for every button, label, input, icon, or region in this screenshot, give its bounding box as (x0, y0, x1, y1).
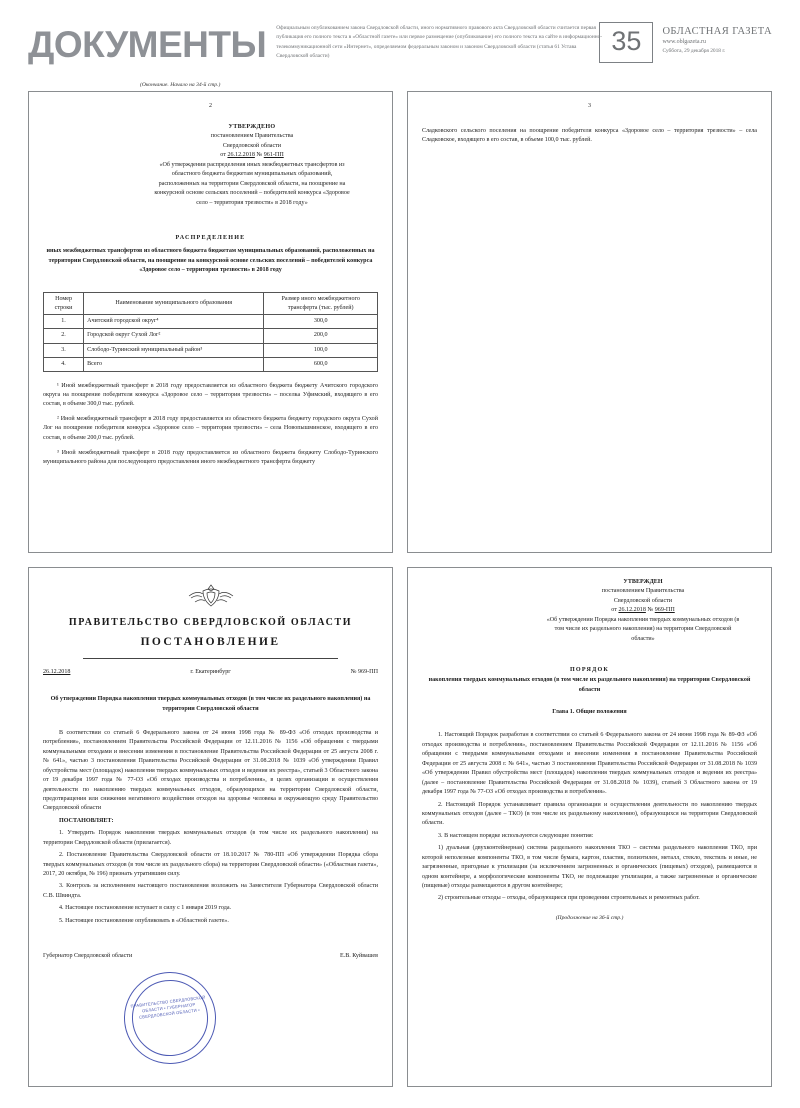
approval-num-label: № (256, 152, 263, 159)
decree-item: 3. Контроль за исполнением настоящего постановления возложить на Заместителя Губернатора Свердловской области С.В. Швиндта. (43, 883, 378, 899)
approval-num: 961-ПП (263, 152, 284, 159)
order-paragraph: 1) дуальная (двухконтейнерная) система раздельного накопления ТКО – система раздельного накопления ТКО, при которой неполезные компоненты ТКО, в том числе бумага, картон, пластик, полиэтилен, металл, стекло, текстиль и иные, не загрязненные, пригодные к утилизации (за исключением загрязненных и органических (пищевых) отходов), размещаются в одном контейнере, а морфологические компоненты ТКО, не подлежащие утилизации, а также загрязненные и органические (пищевые) отходы размещаются в другом контейнере; (422, 845, 757, 890)
gazette-name: ОБЛАСТНАЯ ГАЗЕТА (662, 26, 772, 37)
gazette-info (662, 26, 772, 54)
masthead-right (599, 22, 772, 63)
page-number-badge: 35 (599, 22, 653, 63)
decree-date: 26.12.2018 (43, 669, 71, 676)
distribution-heading-sub: иных межбюджетных трансфертов из областного бюджета бюджетам муниципальных образований, расположенных на территории Свердловской области, на поощрение на конкурсной основе сельских поселений – победителей конкурса «Здоровое село – территория трезвости» в 2018 году (46, 248, 375, 274)
order-approval-title: УТВЕРЖДЕН (623, 579, 663, 585)
signature-row (43, 952, 378, 961)
cell-municipality: Слободо-Туринский муниципальный район³ (84, 343, 264, 357)
table-header-row (44, 292, 378, 315)
signer-name: Е.В. Куйвашев (339, 953, 378, 960)
decree-preamble: В соответствии со статьей 6 Федерального закона от 24 июня 1998 года № 89-ФЗ «Об отходах производства и потребления», постановлением Правительства Российской Федерации от 12.11.2016 № 1156 «Об обращении с твердыми коммунальными отходами и внесении изменения в постановление Правительства Российской Федерации от 25 августа 2008 г. № 641», частью 3 постановления Правительства Российской Федерации от 31.08.2018 № 1039 «Об утверждении Правил обустройства мест (площадок) накопления твердых коммунальных отходов и ведения их реестра», статьей 3 Областного закона от 19 декабря 1997 года № 77-ОЗ «Об отходах производства и потребления», в целях организации и осуществления деятельности по накоплению твердых коммунальных отходов, образующихся на территории Свердловской области, предотвращения или снижения негативного воздействия отходов на здоровье человека и окружающую среду Правительство Свердловской области (43, 729, 378, 812)
stamp-text: ПРАВИТЕЛЬСТВО СВЕРДЛОВСКОЙ ОБЛАСТИ • ГУБЕРНАТОР СВЕРДЛОВСКОЙ ОБЛАСТИ • (130, 994, 206, 1020)
table-row (44, 315, 378, 329)
decree-city: г. Екатеринбург (190, 669, 231, 676)
panel-distribution-continued (407, 91, 772, 553)
page-title: ДОКУМЕНТЫ (28, 24, 267, 65)
table-row (44, 343, 378, 357)
order-paragraph: 2. Настоящий Порядок устанавливает правила организации и осуществления деятельности по накоплению твердых коммунальных отходов (далее – ТКО) (в том числе их раздельному накоплению), образующихся на территории Свердловской области. (422, 801, 757, 827)
approval-date: 26.12.2018 (227, 152, 255, 159)
gazette-date: Суббота, 29 декабря 2018 г. (662, 48, 726, 54)
approval-title: УТВЕРЖДЕНО (228, 124, 276, 130)
panels-grid (28, 91, 772, 1087)
masthead (28, 22, 772, 80)
col-row-number: Номер строки (44, 292, 84, 315)
distribution-table (43, 292, 378, 372)
table-row (44, 329, 378, 343)
decree-item: 4. Настоящее постановление вступает в силу с 1 января 2019 года. (59, 905, 232, 912)
distribution-heading (43, 234, 378, 276)
cell-row-number: 3. (44, 343, 84, 357)
order-chapter-title: Глава 1. Общие положения (552, 709, 627, 716)
panel-decree (28, 567, 393, 1087)
panel2-text: Сладковского сельского поселения на поощрение победителя конкурса «Здоровое село – территория трезвости» – села Сладковское, входящего в его состав, в объеме 100,0 тыс. рублей. (422, 128, 757, 144)
decree-item: 5. Настоящее постановление опубликовать в «Областной газете». (59, 917, 229, 924)
distribution-footnotes (43, 382, 378, 467)
cell-amount: 300,0 (264, 315, 378, 329)
approval-block (154, 123, 350, 208)
panel2-page-label: 3 (588, 103, 591, 109)
order-heading-sub: накопления твердых коммунальных отходов (в том числе их раздельного накопления) на территории Свердловской области (428, 676, 751, 693)
decree-resolves-label: ПОСТАНОВЛЯЕТ: (59, 817, 114, 824)
footnote: ¹ Иной межбюджетный трансферт в 2018 году предоставляется из областного бюджета бюджету Ачитского городского округа на поощрение победителя конкурса «Здоровое село – территория трезвости» – поселка Уфимский, входящего в его состав, в объеме 300,0 тыс. рублей. (43, 382, 378, 408)
approval-line1: постановлением Правительства (210, 133, 294, 140)
panel-distribution (28, 91, 393, 553)
approval-line2: Свердловской области (222, 142, 282, 149)
distribution-heading-main: РАСПРЕДЕЛЕНИЕ (175, 234, 246, 241)
coat-of-arms-icon (43, 582, 378, 612)
document-type: ПОСТАНОВЛЕНИЕ (140, 636, 281, 648)
cell-row-number: 1. (44, 315, 84, 329)
approval-date-label: от (220, 152, 226, 159)
panel1-page-label: 2 (209, 103, 212, 109)
continuation-bottom: (Продолжение на 36-й стр.) (555, 914, 624, 921)
order-approval-title-quote: «Об утверждении Порядка накопления твердых коммунальных отходов (в том числе их раздельного накопления) на территории Свердловской области» (546, 616, 740, 642)
legal-notice: Официальным опубликованием закона Свердловской области, иного нормативного правового акта Свердловской области считается первая публикация его полного текста в «Областной газете» или первое размещение (опубликование) его полного текста на сайте в информационно-телекоммуникационной сети «Интернет», определяемом федеральным законом и законом Свердловской области (статья 61 Устава Свердловской области) (276, 25, 603, 60)
government-name: ПРАВИТЕЛЬСТВО СВЕРДЛОВСКОЙ ОБЛАСТИ (68, 617, 353, 628)
cell-amount: 100,0 (264, 343, 378, 357)
cell-municipality: Всего (84, 357, 264, 371)
order-heading (422, 666, 757, 695)
cell-municipality: Ачитский городской округ⁴ (84, 315, 264, 329)
cell-amount: 200,0 (264, 329, 378, 343)
order-approval-date: 26.12.2018 (618, 607, 646, 614)
col-amount: Размер иного межбюджетного трансферта (тыс. рублей) (264, 292, 378, 315)
order-heading-main: ПОРЯДОК (569, 667, 610, 674)
order-approval-date-row (543, 606, 743, 615)
order-paragraph: 3. В настоящем порядке используются следующие понятия: (438, 832, 594, 839)
official-stamp (119, 967, 222, 1070)
order-approval-date-label: от (611, 607, 617, 614)
order-approval-num-label: № (647, 607, 654, 614)
order-body (422, 731, 757, 903)
decree-meta (43, 668, 378, 677)
cell-municipality: Городской округ Сухой Лог² (84, 329, 264, 343)
cell-row-number: 4. (44, 357, 84, 371)
order-approval-line2: Свердловской области (613, 597, 673, 604)
gazette-site: www.oblgazeta.ru (662, 39, 707, 45)
decree-heading: Об утверждении Порядка накопления твердых коммунальных отходов (в том числе их раздельного накопления) на территории Свердловской области (50, 696, 371, 713)
decree-body (43, 729, 378, 926)
order-approval-block (543, 578, 743, 644)
cell-amount: 600,0 (264, 357, 378, 371)
order-approval-num: 969-ПП (654, 607, 675, 614)
panel-order (407, 567, 772, 1087)
table-row (44, 357, 378, 371)
approval-title-quote: «Об утверждении распределения иных межбюджетных трансфертов из областного бюджета бюджетам муниципальных образований, расположенных на территории Свердловской области, на поощрение на конкурсной основе сельских поселений – победителей конкурса «Здоровое село – территория трезвости» в 2018 году» (154, 161, 350, 206)
approval-date-row (154, 151, 350, 160)
order-paragraph: 1. Настоящий Порядок разработан в соответствии со статьей 6 Федерального закона от 24 июня 1998 года № 89-ФЗ «Об отходах производства и потребления», постановлением Правительства Российской Федерации от 12.11.2016 № 1156 «Об обращении с твердыми коммунальными отходами и внесении изменения в постановление Правительства Российской Федерации от 25 августа 2008 г. № 641», частью 3 постановления Правительства Российской Федерации от 31.08.2018 № 1039 «Об утверждении Правил обустройства мест (площадок) накопления твердых коммунальных отходов и ведения их реестра» (далее – постановление Правительства Российской Федерации от 31.08.2018 № 1039), статьей 3 Областного закона от 19 декабря 1997 года № 77-ОЗ «Об отходах производства и потребления». (422, 732, 757, 796)
decree-number: № 969-ПП (350, 669, 378, 676)
decree-item: 2. Постановление Правительства Свердловской области от 18.10.2017 № 780-ПП «Об утверждении Порядка сбора твердых коммунальных отходов (в том числе их раздельного сбора) на территории Свердловской области» («Областная газета», 2017, 20 октября, № 196) признать утратившим силу. (43, 852, 378, 878)
col-municipality: Наименование муниципального образования (84, 292, 264, 315)
cell-row-number: 2. (44, 329, 84, 343)
decree-item: 1. Утвердить Порядок накопления твердых коммунальных отходов (в том числе их раздельного накопления) на территории Свердловской области (прилагается). (43, 830, 378, 846)
divider (83, 658, 338, 659)
order-approval-line1: постановлением Правительства (601, 588, 685, 595)
order-paragraph: 2) строительные отходы – отходы, образующиеся при проведении строительных и ремонтных работ. (438, 895, 700, 902)
footnote: ³ Иной межбюджетный трансферт в 2018 году предоставляется из областного бюджета бюджету Слободо-Туринского муниципального района для последующего предоставления иного межбюджетного трансферта бюджету (43, 449, 378, 465)
signer-title: Губернатор Свердловской области (43, 953, 133, 960)
continuation-top: (Окончание. Начало на 34-й стр.) (140, 82, 221, 88)
footnote: ² Иной межбюджетный трансферт в 2018 году предоставляется из областного бюджета бюджету городского округа Сухой Лог на поощрение победителя конкурса «Здоровое село – территория трезвости» – села Новопышминское, входящего в его состав, в объеме 200,0 тыс. рублей. (43, 416, 378, 441)
